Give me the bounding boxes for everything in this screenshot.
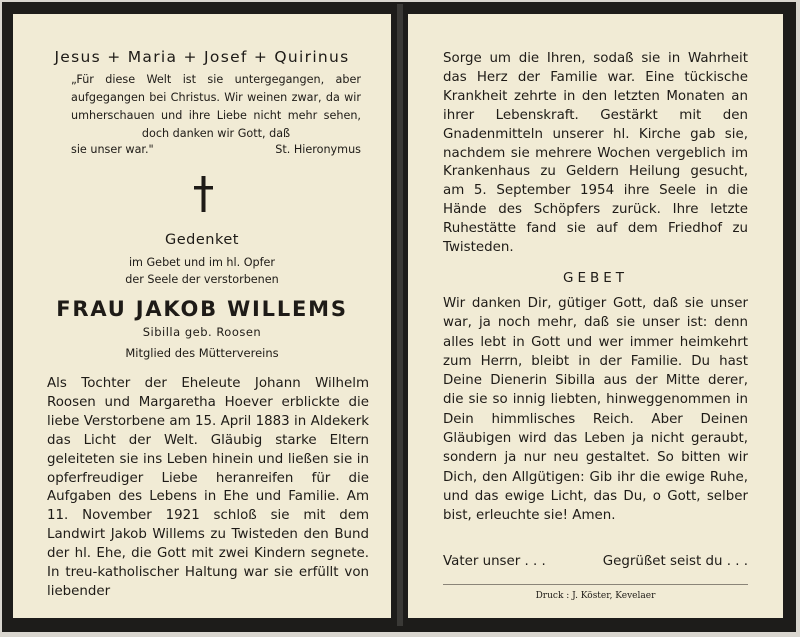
quote-tail: sie unser war."	[71, 143, 154, 156]
birth-name: Sibilla geb. Roosen	[142, 325, 262, 339]
membership: Mitglied des Müttervereins	[125, 346, 279, 360]
prayer-title: GEBET	[562, 270, 629, 286]
biography-continuation: Sorge um die Ihren, sodaß sie in Wahrheit das Herz der Familie war. Eine tückische Krankheit zehrte in den letzten Monaten an ihrer Lebenskraft. Gestärkt mit den Gnadenmitteln unserer hl. Kirche gab sie, nachdem sie mehrere Wochen vergeblich im Krankenhaus zu Geldern Heilung gesucht, am 5. September 1954 ihre Seele in die Hände des Schöpfers zurück. Ihre letzte Ruhestätte fand sie auf dem Friedhof zu Twisteden.	[443, 51, 748, 256]
right-page	[408, 14, 783, 618]
card-fold	[397, 4, 403, 626]
biography-text: Als Tochter der Eheleute Johann Wilhelm Roosen und Margaretha Hoever erblickte die liebe Verstorbene am 15. April 1883 in Aldekerk das Licht der Welt. Gläubig starke Eltern geleiteten sie ins Leben hinein und ließen sie in opferfreudiger Liebe heranreifen für die Aufgaben des Lebens in Ehe und Familie. Am 11. November 1921 schloß sie mit dem Landwirt Jakob Willems zu Twisteden den Bund der hl. Ehe, die Gott mit zwei Kindern segnete. In treu-katholischer Haltung war sie erfüllt von liebender	[47, 376, 369, 599]
prayer-line: im Gebet und im hl. Opfer	[128, 256, 276, 269]
our-father: Vater unser . . .	[443, 554, 546, 569]
quote-text: „Für diese Welt ist sie untergegangen, aber aufgegangen bei Christus. Wir weinen zwar, da wir umherschauen und ihre Liebe nicht mehr sehen, doch danken wir Gott, daß	[71, 73, 361, 140]
printer-credit: Druck : J. Köster, Kevelaer	[535, 591, 656, 601]
divider	[443, 584, 748, 585]
quote-source: St. Hieronymus	[275, 143, 361, 156]
saints-header: Jesus + Maria + Josef + Quirinus	[54, 48, 350, 66]
left-page	[13, 14, 391, 618]
hail-mary: Gegrüßet seist du . . .	[602, 554, 748, 569]
soul-line: der Seele der verstorbenen	[125, 273, 279, 286]
prayer-text: Wir danken Dir, gütiger Gott, daß sie unser war, ja noch mehr, daß sie unser ist: denn alles lebt in Gott und wer immer heimkehrt zum Herrn, bleibt in der Familie. Du hast Deine Dienerin Sibilla aus der Mitte derer, die sie so innig liebten, hinweggenommen in Dein himmlisches Reich. Aber Deinen Gläubigen wird das Leben ja nicht geraubt, sondern ja nur neu gestaltet. So bitten wir Dich, den Allgütigen: Gib ihr die ewige Ruhe, und das ewige Licht, das Du, o Gott, selber bist, erleuchte sie! Amen.	[443, 296, 748, 524]
gedenket-heading: Gedenket	[165, 232, 239, 248]
latin-cross-icon	[184, 172, 224, 216]
deceased-name: FRAU JAKOB WILLEMS	[56, 297, 348, 321]
